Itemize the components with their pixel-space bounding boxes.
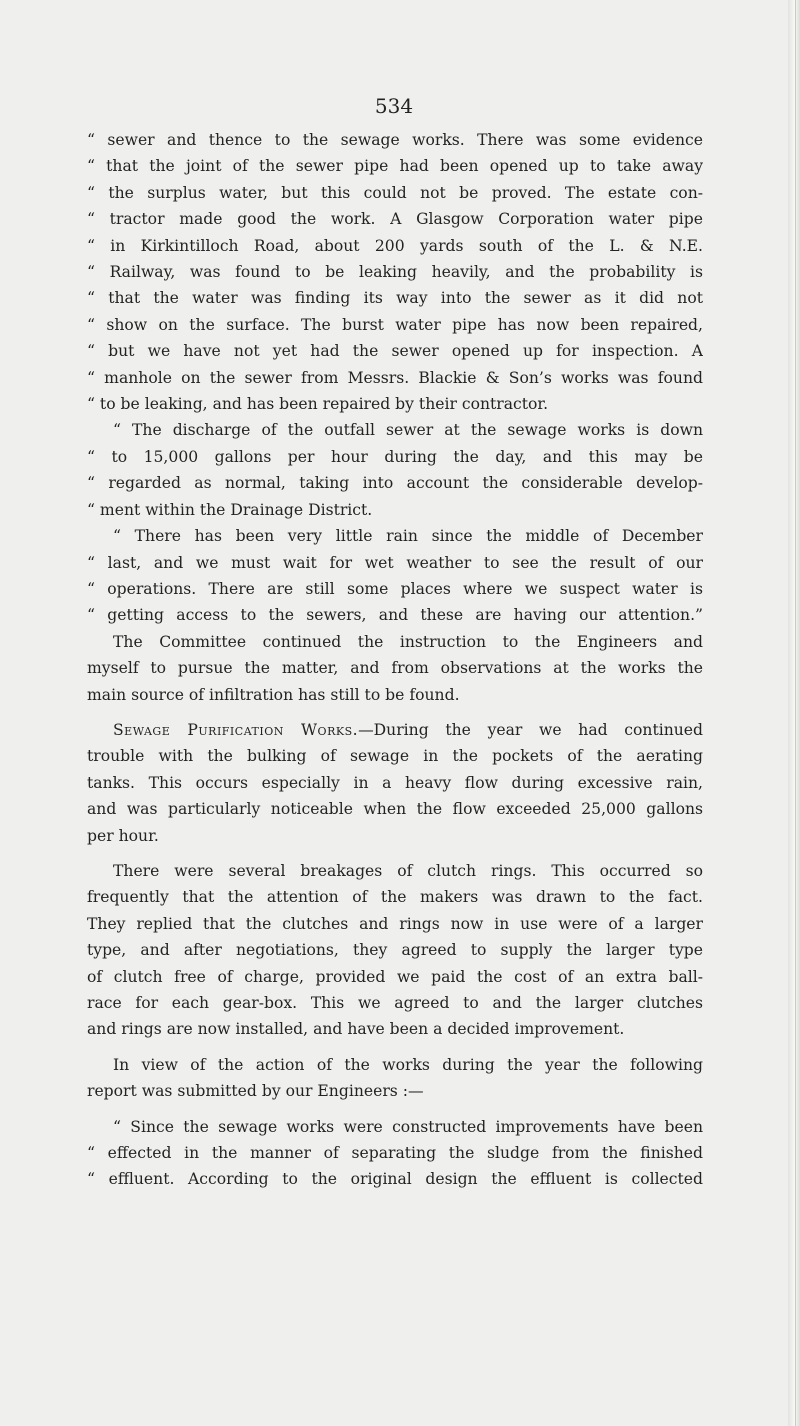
text-line: “ to be leaking, and has been repaired by their contractor. (87, 395, 549, 414)
text-line: The Committee continued the instruction to the Engineers and (113, 632, 703, 651)
text-line: “ Railway, was found to be leaking heavily, and the probability is (87, 263, 703, 282)
text-line: tanks. This occurs especially in a heavy flow during excessive rain, (87, 773, 703, 792)
text-line: “ sewer and thence to the sewage works. There was some evidence (87, 131, 703, 149)
text-line: “ but we have not yet had the sewer opened up for inspection. A (87, 342, 703, 361)
section-heading: Sewage Purification Works. (113, 720, 359, 739)
body-text (87, 127, 703, 1193)
text-line: “ operations. There are still some places where we suspect water is (87, 579, 703, 598)
text-line: trouble with the bulking of sewage in the pockets of the aerating (87, 747, 703, 766)
text-line: main source of infiltration has still to be found. (87, 685, 460, 704)
text-line: “ that the water was finding its way into the sewer as it did not (87, 289, 703, 308)
paragraph-8 (87, 1114, 703, 1193)
text-line: report was submitted by our Engineers :— (87, 1082, 424, 1101)
paragraph-1 (87, 127, 703, 417)
text-line: “ Since the sewage works were constructed improvements have been (113, 1117, 703, 1136)
page-edge-line (795, 0, 796, 1426)
text-line: of clutch free of charge, provided we paid the cost of an extra ball- (87, 967, 703, 986)
text-line: “ that the joint of the sewer pipe had been opened up to take away (87, 157, 703, 176)
text-line: and was particularly noticeable when the flow exceeded 25,000 gallons (87, 800, 703, 819)
text-line: “ The discharge of the outfall sewer at the sewage works is down (113, 421, 703, 440)
text-line: type, and after negotiations, they agreed to supply the larger type (87, 941, 703, 960)
text-line: In view of the action of the works during the year the following (113, 1055, 703, 1074)
text-line: “ getting access to the sewers, and these are having our attention.” (87, 606, 703, 625)
text-line: “ in Kirkintilloch Road, about 200 yards south of the L. & N.E. (87, 236, 703, 255)
text-line: “ regarded as normal, taking into account the considerable develop- (87, 474, 703, 493)
text-line: “ manhole on the sewer from Messrs. Blackie & Son’s works was found (87, 368, 703, 387)
paragraph-5 (87, 717, 703, 849)
text-line: They replied that the clutches and rings now in use were of a larger (87, 914, 703, 933)
text-line: “ the surplus water, but this could not be proved. The estate con- (87, 183, 703, 202)
text-line: “ effected in the manner of separating the sludge from the finished (87, 1144, 703, 1163)
text-line: “ ment within the Drainage District. (87, 500, 373, 519)
text-line (87, 717, 703, 743)
paragraph-3 (87, 523, 703, 629)
paragraph-2 (87, 417, 703, 523)
text-line: “ show on the surface. The burst water pipe has now been repaired, (87, 315, 703, 334)
text-line: “ last, and we must wait for wet weather to see the result of our (87, 553, 703, 572)
text-line: race for each gear-box. This we agreed to and the larger clutches (87, 994, 703, 1012)
page-number: 534 (374, 94, 414, 118)
page-edge-shadow (788, 0, 800, 1426)
text-line: “ effluent. According to the original design the effluent is collected (87, 1170, 703, 1189)
text-line: “ tractor made good the work. A Glasgow Corporation water pipe (87, 210, 703, 229)
text-line: myself to pursue the matter, and from observations at the works the (87, 659, 703, 678)
text-line: per hour. (87, 826, 159, 845)
paragraph-6 (87, 858, 703, 1043)
text-line: “ to 15,000 gallons per hour during the day, and this may be (87, 447, 703, 466)
text-line: There were several breakages of clutch rings. This occurred so (113, 861, 703, 880)
paragraph-4 (87, 629, 703, 708)
paragraph-7 (87, 1052, 703, 1105)
text-line: and rings are now installed, and have been a decided improvement. (87, 1020, 625, 1039)
text-line: frequently that the attention of the makers was drawn to the fact. (87, 888, 703, 907)
text-line: “ There has been very little rain since the middle of December (113, 527, 703, 546)
heading-continuation: —During the year we had continued (358, 720, 703, 739)
